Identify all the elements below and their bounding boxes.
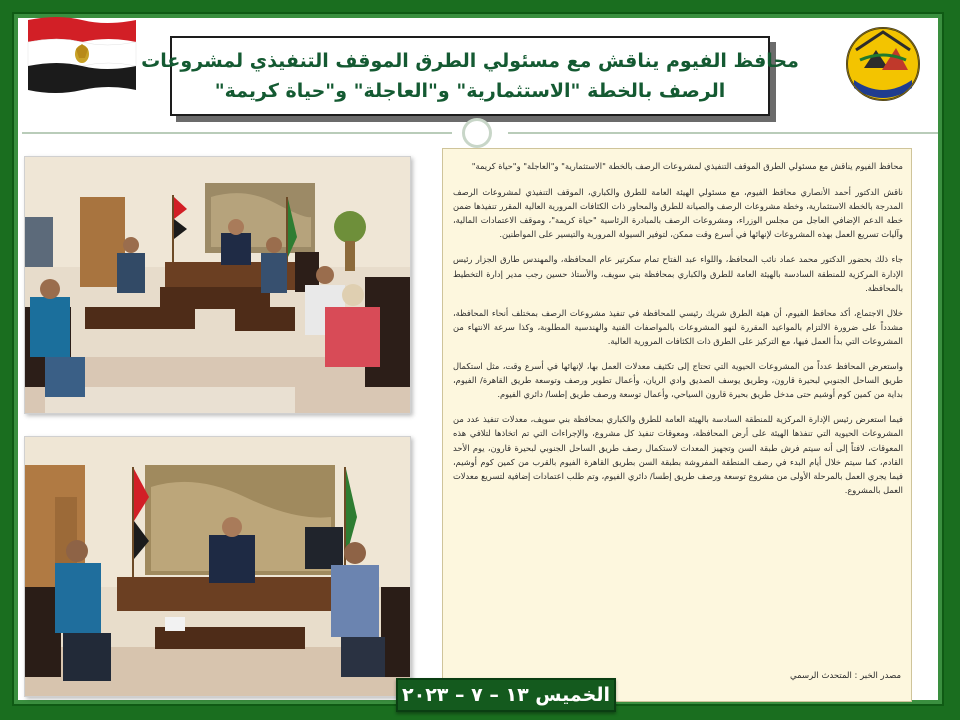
article-paragraph: ناقش الدكتور أحمد الأنصاري محافظ الفيوم، مع مسئولي الهيئة العامة للطرق والكباري، الموقف التنفيذي لمشروعات الرصف المدرجة بالخطة الاستثمارية، وخطة مشروعات الرصف والصيانة للطرق والمحاور ذات الكثافات المرورية العالية المقرر تنفيذها ضمن خطة الدعم الإضافي العاجل من مجلس الوزراء، ومشروعات الرصف بالمبادرة الرئاسية "حياة كريمة"، وموقف الاعتمادات المالية، وآليات تسريع العمل بهذه المشروعات لإنهائها في أسرع وقت ممكن، لتوفير السيولة المرورية والتيسير على المواطنين. xyxy=(453,187,903,240)
fayoum-governorate-logo-icon xyxy=(826,20,940,108)
meeting-photo-1 xyxy=(24,156,411,414)
article-paragraph: واستعرض المحافظ عدداً من المشروعات الحيوية التي تحتاج إلى تكثيف معدلات العمل بها، لإنهائها في أسرع وقت، مثل استكمال طريق الساحل الجنوبي لبحيرة قارون، وطريق يوسف الصديق وادي الريان، وأعمال تطوير ورصف وتوسعة طريق القاهرة/ الفيوم، بداية من كمين كوم أوشيم حتى مدخل طريق بحيرة قارون السياحي، وأعمال توسعة ورصف طريق إطسا/ دائري الفيوم. xyxy=(453,361,903,400)
headline-box xyxy=(141,36,799,116)
divider-bar-left xyxy=(22,132,452,134)
egypt-flag-icon xyxy=(18,12,146,98)
article-paragraph: خلال الاجتماع، أكد محافظ الفيوم، أن هيئة الطرق شريك رئيسي للمحافظة في تنفيذ مشروعات الرصف بمختلف أنحاء المحافظة، مشدداً على ضرورة الالتزام بالمواعيد المقررة لنهو المشروعات بالمواصفات الفنية والهندسية المطلوبة، وكذا سرعة الانتهاء من المشروعات التي بدأ العمل فيها، مع التركيز على الطرق ذات الكثافات المرورية العالية. xyxy=(453,307,903,346)
headline-line-1: محافظ الفيوم يناقش مع مسئولي الطرق الموقف التنفيذي لمشروعات xyxy=(141,50,799,72)
article-body xyxy=(442,148,912,702)
decorative-divider xyxy=(22,126,938,140)
date-badge: الخميس ١٣ – ٧ – ٢٠٢٣ xyxy=(396,678,616,712)
article-paragraph: جاء ذلك بحضور الدكتور محمد عماد نائب المحافظ، واللواء عبد الفتاح تمام سكرتير عام المحافظة، والمهندس طارق الجزار رئيس الإدارة المركزية للمنطقة السادسة بالهيئة العامة للطرق والكباري بمحافظة بني سويف، والأستاذ حسين رجب مدير إدارة التخطيط بالمحافظة. xyxy=(453,254,903,293)
divider-bar-right xyxy=(508,132,938,134)
headline-line-2: الرصف بالخطة "الاستثمارية" و"العاجلة" و"حياة كريمة" xyxy=(214,80,726,102)
article-paragraph-lead: محافظ الفيوم يناقش مع مسئولي الطرق الموقف التنفيذي لمشروعات الرصف بالخطة "الاستثمارية" و"العاجلة" و"حياة كريمة" xyxy=(471,161,903,171)
meeting-photo-2 xyxy=(24,436,411,697)
news-source: مصدر الخبر : المتحدث الرسمي xyxy=(790,670,901,681)
article-paragraph: فيما استعرض رئيس الإدارة المركزية للمنطقة السادسة بالهيئة العامة للطرق والكباري بمحافظة بني سويف، معدلات تنفيذ عدد من المشروعات الحيوية التي تنفذها الهيئة على أرض المحافظة، ومعوقات تنفيذ كل مشروع، والإجراءات التي تم اتخاذها لتلافي هذه المعوقات، لافتاً إلى أنه سيتم فرش طبقة السن وتجهيز المعدات لاستكمال رصف طريق الساحل الجنوبي لبحيرة قارون، يوم الأحد القادم، كما سيتم خلال أيام البدء في رصف المنطقة المفروشة بطبقة السن بطريق القاهرة الفيوم بالقرب من كمين كوم أوشيم، فيما يجري العمل بالمرحلة الأولى من مشروع توسعة ورصف طريق إطسا/ دائري الفيوم، وتم طلب اعتمادات إضافية لتسريع معدلات العمل بالمشروع. xyxy=(453,414,903,495)
divider-ring-icon xyxy=(462,118,492,148)
